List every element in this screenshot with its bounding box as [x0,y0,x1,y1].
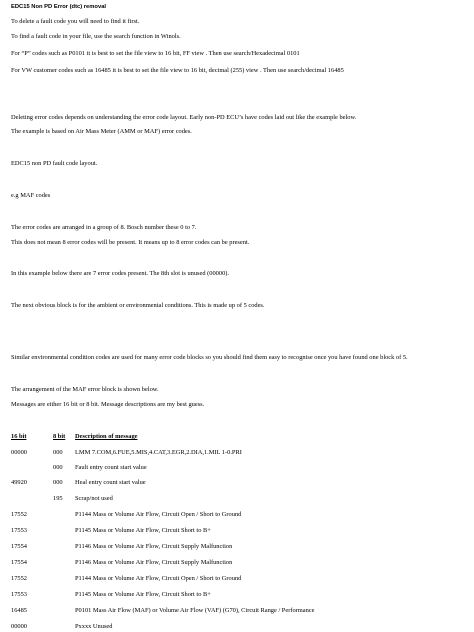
cell-description: P1145 Mass or Volume Air Flow, Circuit Short to B+ [75,591,211,598]
header-8bit: 8 bit [53,433,66,440]
cell-description: P0101 Mass Air Flow (MAF) or Volume Air Flow (VAF) (G70), Circuit Range / Performance [75,607,315,614]
header-16bit: 16 bit [11,433,27,440]
cell-description: Fault entry count start value [75,464,147,471]
paragraph: To delete a fault code you will need to find it first. [11,18,140,25]
cell-16bit: 17554 [11,543,27,550]
cell-description: Pxxxx Unused [75,623,113,630]
cell-8bit: 000 [53,449,63,456]
cell-16bit: 00000 [11,449,27,456]
cell-description: P1146 Mass or Volume Air Flow, Circuit Supply Malfunction [75,559,233,566]
cell-description: P1144 Mass or Volume Air Flow, Circuit Open / Short to Ground [75,575,242,582]
cell-16bit: 17553 [11,527,27,534]
paragraph: The example is based on Air Mass Meter (AMM or MAF) error codes. [11,128,192,135]
cell-description: P1145 Mass or Volume Air Flow, Circuit Short to B+ [75,527,211,534]
document-title: EDC15 Non PD Error (dtc) removal [11,4,107,10]
paragraph: This does not mean 8 error codes will be present. It means up to 8 error codes can be present. [11,239,250,246]
paragraph: In this example below there are 7 error codes present. The 8th slot is unused (00000). [11,270,229,277]
cell-16bit: 16485 [11,607,27,614]
cell-description: Scrap/not used [75,495,113,502]
paragraph: Deleting error codes depends on understanding the error code layout. Early non-PD ECU’s have codes laid out like the example below. [11,114,357,121]
paragraph: e.g MAF codes [11,192,51,199]
paragraph: Messages are either 16 bit or 8 bit. Message descriptions are my best guess. [11,401,205,408]
cell-description: P1144 Mass or Volume Air Flow, Circuit Open / Short to Ground [75,511,242,518]
cell-description: Heal entry count start value [75,479,146,486]
paragraph: For “P” codes such as P0101 it is best to set the file view to 16 bit, FF view . Then use search/Hexadecimal 0101 [11,50,300,57]
cell-description: LMM 7.COM,6.FUE,5.MIS,4.CAT,3.EGR,2.DIA,1.MIL 1-0.PRI [75,449,242,456]
paragraph: EDC15 non PD fault code layout. [11,160,98,167]
cell-8bit: 000 [53,464,63,471]
header-description: Description of message [75,433,138,440]
paragraph: The error codes are arranged in a group of 8. Bosch number these 0 to 7. [11,224,197,231]
cell-16bit: 00000 [11,623,27,630]
cell-16bit: 17552 [11,511,27,518]
paragraph: To find a fault code in your file, use the search function in Winols. [11,33,181,40]
cell-description: P1146 Mass or Volume Air Flow, Circuit Supply Malfunction [75,543,233,550]
paragraph: The arrangement of the MAF error block is shown below. [11,386,159,393]
paragraph: The next obvious block is for the ambient or environmental conditions. This is made up of 5 codes. [11,302,265,309]
cell-16bit: 49920 [11,479,27,486]
cell-8bit: 195 [53,495,63,502]
cell-16bit: 17552 [11,575,27,582]
paragraph: For VW customer codes such as 16485 it is best to set the file view to 16 bit, decimal (255) view . Then use search/decimal 16485 [11,67,344,74]
cell-8bit: 000 [53,479,63,486]
paragraph: Similar environmental condition codes are used for many error code blocks so you should find them easy to recognise once you have found one block of 5. [11,354,408,361]
cell-16bit: 17554 [11,559,27,566]
cell-16bit: 17553 [11,591,27,598]
